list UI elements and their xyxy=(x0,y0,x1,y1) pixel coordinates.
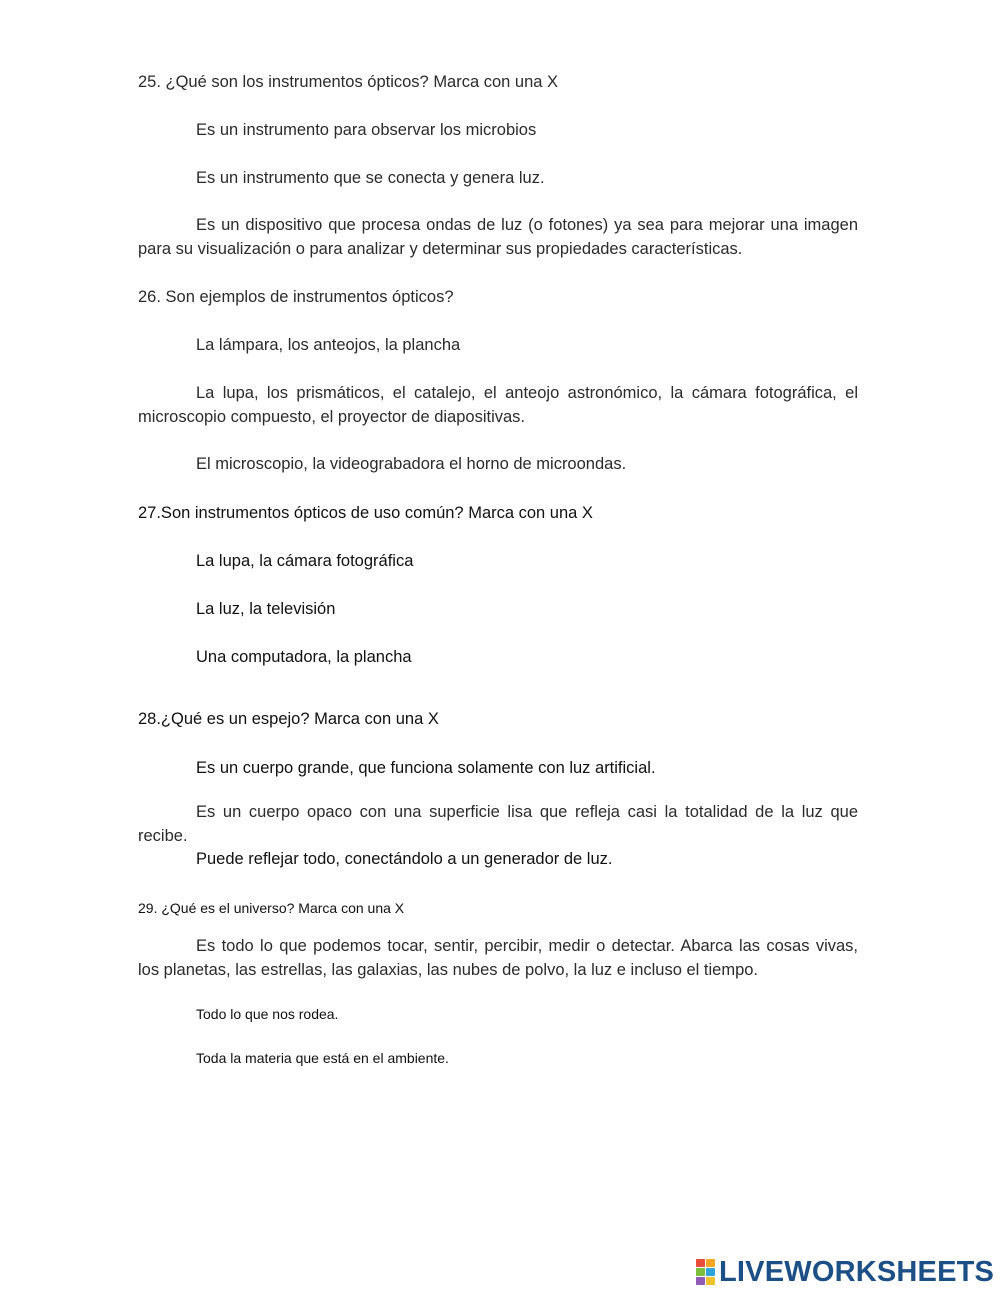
logo-block xyxy=(706,1268,715,1276)
logo-block xyxy=(696,1259,705,1267)
liveworksheets-logo xyxy=(696,1255,994,1289)
question-29-option-1[interactable]: Es todo lo que podemos tocar, sentir, percibir, medir o detectar. Abarca las cosas vivas, los planetas, las estrellas, las galaxias, las nubes de polvo, la luz e incluso el tiempo. xyxy=(138,937,858,979)
liveworksheets-logo-icon xyxy=(696,1259,715,1285)
logo-block xyxy=(706,1277,715,1285)
question-27-prompt: 27.Son instrumentos ópticos de uso común? Marca con una X xyxy=(138,504,593,522)
question-27-option-2[interactable]: La luz, la televisión xyxy=(196,600,336,618)
question-28-option-2[interactable]: Es un cuerpo opaco con una superficie lisa que refleja casi la totalidad de la luz que recibe. xyxy=(138,803,858,845)
logo-block xyxy=(696,1268,705,1276)
question-27-option-3[interactable]: Una computadora, la plancha xyxy=(196,648,412,666)
question-28-prompt: 28.¿Qué es un espejo? Marca con una X xyxy=(138,710,439,728)
question-28-option-1[interactable]: Es un cuerpo grande, que funciona solamente con luz artificial. xyxy=(196,759,656,777)
question-29-option-3[interactable]: Toda la materia que está en el ambiente. xyxy=(196,1050,449,1066)
question-26-option-3[interactable]: El microscopio, la videograbadora el horno de microondas. xyxy=(196,455,627,473)
question-26-prompt: 26. Son ejemplos de instrumentos ópticos? xyxy=(138,288,454,306)
logo-block xyxy=(706,1259,715,1267)
question-25-prompt: 25. ¿Qué son los instrumentos ópticos? Marca con una X xyxy=(138,73,559,91)
question-29-option-2[interactable]: Todo lo que nos rodea. xyxy=(196,1006,339,1022)
question-25-option-3[interactable]: Es un dispositivo que procesa ondas de luz (o fotones) ya sea para mejorar una imagen para su visualización o para analizar y determinar sus propiedades características. xyxy=(138,216,858,258)
question-29-prompt: 29. ¿Qué es el universo? Marca con una X xyxy=(138,900,405,916)
question-25-option-2[interactable]: Es un instrumento que se conecta y genera luz. xyxy=(196,169,545,187)
question-25-option-1[interactable]: Es un instrumento para observar los microbios xyxy=(196,121,537,139)
logo-block xyxy=(696,1277,705,1285)
question-27-option-1[interactable]: La lupa, la cámara fotográfica xyxy=(196,552,414,570)
liveworksheets-logo-text: LIVEWORKSHEETS xyxy=(719,1256,995,1288)
question-26-option-1[interactable]: La lámpara, los anteojos, la plancha xyxy=(196,336,461,354)
question-28-option-3[interactable]: Puede reflejar todo, conectándolo a un generador de luz. xyxy=(196,850,613,868)
question-26-option-2[interactable]: La lupa, los prismáticos, el catalejo, el anteojo astronómico, la cámara fotográfica, el microscopio compuesto, el proyector de diapositivas. xyxy=(138,384,858,426)
